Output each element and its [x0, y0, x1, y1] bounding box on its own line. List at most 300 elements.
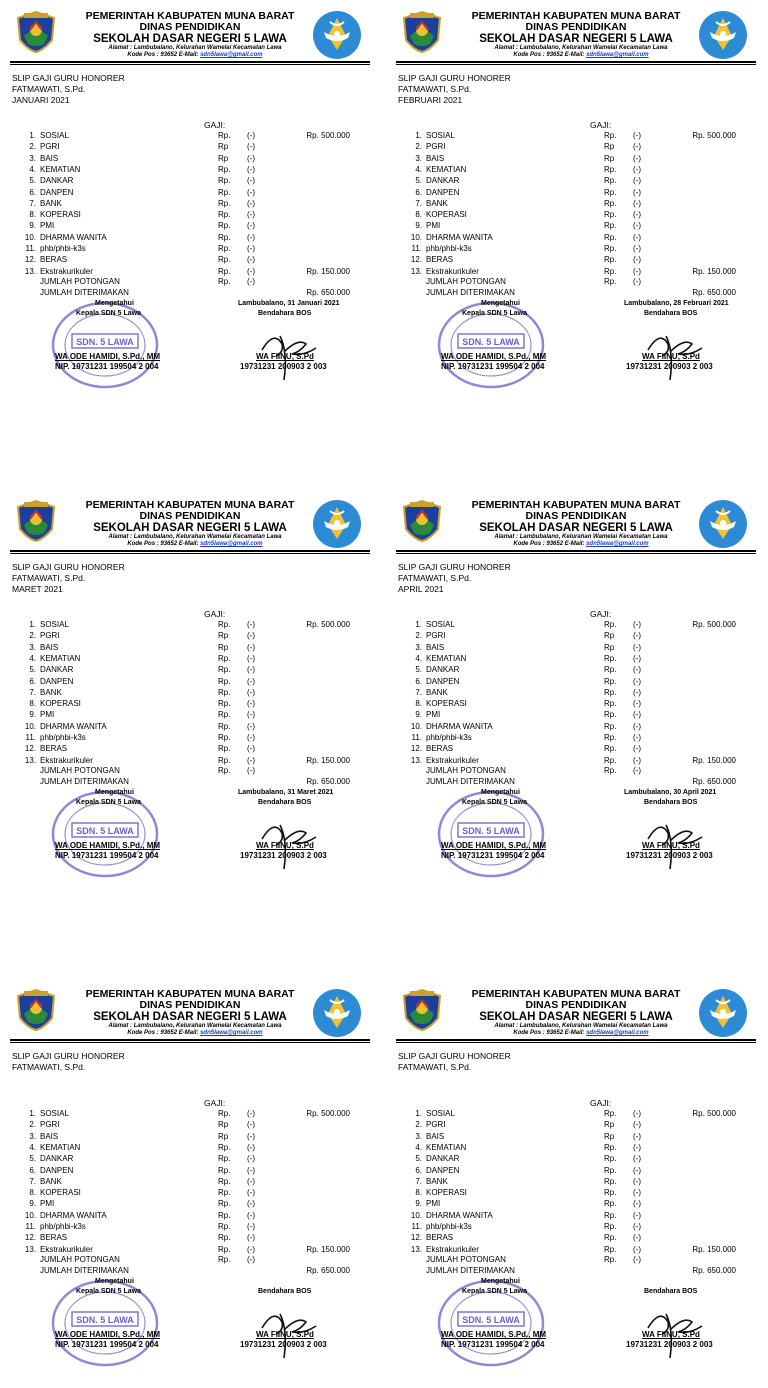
deduction-name: SOSIAL: [40, 131, 69, 140]
deduction-row: [386, 141, 756, 152]
deduction-row: [0, 755, 370, 766]
deduction-rp: Rp.: [218, 1244, 231, 1254]
deduction-rp: Rp.: [218, 244, 231, 253]
deduction-amount: Rp. 500.000: [306, 1109, 350, 1118]
treasurer-title: Bendahara BOS: [258, 1288, 312, 1295]
deduction-no: 11.: [411, 244, 422, 253]
deduction-mark: (-): [247, 620, 255, 629]
header-office: DINAS PENDIDIKAN: [139, 510, 241, 522]
deduction-no: 8.: [29, 699, 36, 709]
slip-title: SLIP GAJI GURU HONORER: [12, 1051, 125, 1061]
deduction-row: [0, 687, 370, 698]
deduction-row: [0, 630, 370, 641]
deduction-rp: Rp.: [604, 620, 617, 629]
deduction-no: 8.: [415, 210, 422, 220]
deduction-name: DANKAR: [40, 665, 74, 675]
deduction-no: 13.: [410, 1244, 422, 1254]
principal-name: WA ODE HAMIDI, S.Pd., MM: [55, 1330, 161, 1339]
deduction-mark: (-): [247, 1199, 255, 1209]
principal-name: WA ODE HAMIDI, S.Pd., MM: [441, 841, 547, 850]
principal-title: Kepala SDN 5 Lawa: [76, 1288, 141, 1295]
deduction-rp: Rp: [218, 1131, 229, 1141]
deduction-name: DHARMA WANITA: [40, 721, 107, 731]
acknowledged-label: Mengetahui: [481, 300, 520, 307]
header-rule: [396, 1039, 756, 1041]
deduction-amount: Rp. 500.000: [306, 620, 350, 629]
deduction-row: [0, 698, 370, 709]
stamp-text: SDN. 5 LAWA: [76, 1315, 134, 1325]
deduction-mark: (-): [633, 1154, 641, 1164]
deduction-mark: (-): [633, 187, 641, 197]
deduction-mark: (-): [247, 733, 255, 742]
teacher-name: FATMAWATI, S.Pd.: [398, 1062, 472, 1072]
deduction-mark: (-): [247, 1142, 255, 1152]
deduction-row: [0, 743, 370, 754]
treasurer-name: WA FIINU, S.Pd: [256, 1330, 314, 1339]
deduction-rp: Rp.: [604, 687, 617, 697]
deduction-name: DANPEN: [426, 1165, 460, 1175]
deduction-row: [0, 153, 370, 164]
slip-info: [398, 562, 511, 595]
salary-slip-5: [0, 978, 370, 1388]
deduction-name: PMI: [40, 1199, 55, 1209]
deduction-row: [386, 732, 756, 743]
deduction-rp: Rp.: [604, 1244, 617, 1254]
deduction-name: Ekstrakurikuler: [40, 1244, 93, 1254]
deduction-mark: (-): [247, 1233, 255, 1243]
principal-name: WA ODE HAMIDI, S.Pd., MM: [441, 1330, 547, 1339]
deduction-no: 6.: [29, 676, 36, 686]
deduction-name: KEMATIAN: [40, 164, 81, 174]
total-received-label: JUMLAH DITERIMAKAN: [426, 288, 515, 297]
principal-title: Kepala SDN 5 Lawa: [462, 310, 527, 317]
deduction-no: 5.: [29, 1154, 36, 1164]
deduction-name: KOPERASI: [40, 1188, 81, 1198]
deduction-name: DANKAR: [426, 1154, 460, 1164]
header-address: Alamat : Lambubalano, Kelurahan Wamelai Kecamatan Lawa Kode Pos : 93652 E-Mail: sdn5lawa@gmail.com: [494, 1023, 668, 1036]
principal-title: Kepala SDN 5 Lawa: [76, 799, 141, 806]
deduction-mark: (-): [247, 631, 255, 641]
deduction-row: [386, 743, 756, 754]
deduction-name: SOSIAL: [426, 131, 455, 140]
deduction-name: Ekstrakurikuler: [426, 755, 479, 765]
deduction-row: [0, 1131, 370, 1142]
email-link[interactable]: sdn5lawa@gmail.com: [586, 1030, 649, 1036]
sign-date: Lambubalano, 28 Februari 2021: [624, 300, 729, 307]
deduction-row: [0, 1210, 370, 1221]
total-received-amount: Rp. 650.000: [692, 288, 736, 297]
deduction-name: KOPERASI: [426, 210, 467, 220]
sign-date: Lambubalano, 30 April 2021: [624, 789, 717, 796]
deduction-mark: (-): [633, 1176, 641, 1186]
total-deduction-label: JUMLAH POTONGAN: [426, 766, 506, 775]
deduction-mark: (-): [247, 710, 255, 720]
header-government: PEMERINTAH KABUPATEN MUNA BARAT: [85, 499, 295, 511]
treasurer-title: Bendahara BOS: [644, 1288, 698, 1295]
deduction-row: [386, 1153, 756, 1164]
principal-title: Kepala SDN 5 Lawa: [462, 799, 527, 806]
header-address: Alamat : Lambubalano, Kelurahan Wamelai Kecamatan Lawa Kode Pos : 93652 E-Mail: sdn5lawa@gmail.com: [108, 45, 282, 58]
deduction-name: BAIS: [426, 642, 445, 652]
deduction-name: BAIS: [40, 642, 59, 652]
principal-nip: NIP. 19731231 199504 2 004: [55, 362, 159, 371]
deduction-rp: Rp.: [218, 1188, 231, 1198]
total-deduction-mark: (-): [633, 1255, 641, 1264]
tut-wuri-handayani-logo-icon: [698, 499, 748, 549]
deduction-name: DHARMA WANITA: [40, 232, 107, 242]
deduction-rp: Rp.: [604, 1109, 617, 1118]
deduction-no: 6.: [29, 187, 36, 197]
deduction-mark: (-): [247, 1109, 255, 1118]
deduction-row: [0, 209, 370, 220]
deduction-no: 2.: [29, 142, 36, 152]
deduction-mark: (-): [633, 1142, 641, 1152]
total-deduction-mark: (-): [247, 277, 255, 286]
header-office: DINAS PENDIDIKAN: [525, 510, 627, 522]
deduction-name: PMI: [426, 710, 441, 720]
deduction-row: [386, 153, 756, 164]
deduction-mark: (-): [247, 699, 255, 709]
slip-title: SLIP GAJI GURU HONORER: [398, 562, 511, 572]
deduction-name: SOSIAL: [426, 1109, 455, 1118]
deduction-row: [386, 1232, 756, 1243]
deduction-rp: Rp.: [218, 131, 231, 140]
deduction-row: [386, 1210, 756, 1221]
letterhead: [386, 0, 756, 58]
deduction-row: [0, 175, 370, 186]
deduction-amount: Rp. 500.000: [692, 131, 736, 140]
deduction-rp: Rp.: [604, 1176, 617, 1186]
deduction-mark: (-): [633, 1244, 641, 1254]
teacher-name: FATMAWATI, S.Pd.: [12, 573, 86, 583]
muna-barat-logo-icon: [400, 988, 444, 1032]
deduction-no: 8.: [415, 1188, 422, 1198]
gaji-label: GAJI:: [204, 1098, 226, 1108]
deduction-no: 7.: [29, 1176, 36, 1186]
deduction-no: 13.: [410, 266, 422, 276]
deduction-no: 10.: [410, 1210, 422, 1220]
slip-info: [12, 73, 125, 106]
tut-wuri-handayani-logo-icon: [312, 499, 362, 549]
deduction-name: PGRI: [40, 142, 60, 152]
total-deduction-rp: Rp.: [218, 766, 231, 775]
deduction-rp: Rp.: [218, 653, 231, 663]
deduction-mark: (-): [633, 210, 641, 220]
deduction-no: 11.: [25, 733, 36, 742]
deduction-rp: Rp: [218, 153, 229, 163]
deduction-name: DHARMA WANITA: [426, 232, 493, 242]
slip-title: SLIP GAJI GURU HONORER: [398, 1051, 511, 1061]
deduction-rp: Rp.: [604, 653, 617, 663]
deduction-name: Ekstrakurikuler: [426, 266, 479, 276]
letterhead: [0, 0, 370, 58]
deduction-name: PMI: [426, 221, 441, 231]
deduction-name: DANPEN: [426, 187, 460, 197]
deduction-name: DANPEN: [426, 676, 460, 686]
total-received-label: JUMLAH DITERIMAKAN: [426, 1266, 515, 1275]
deduction-name: phb/phbi-k3s: [426, 733, 472, 742]
total-deduction-rp: Rp.: [218, 1255, 231, 1264]
gaji-label: GAJI:: [590, 1098, 612, 1108]
slip-month: APRIL 2021: [398, 584, 444, 594]
deduction-no: 8.: [29, 1188, 36, 1198]
muna-barat-logo-icon: [14, 499, 58, 543]
deduction-name: PMI: [40, 710, 55, 720]
deduction-rp: Rp.: [604, 266, 617, 276]
header-rule: [10, 550, 370, 552]
treasurer-nip: 19731231 200903 2 003: [240, 851, 327, 860]
header-address: Alamat : Lambubalano, Kelurahan Wamelai Kecamatan Lawa Kode Pos : 93652 E-Mail: sdn5lawa@gmail.com: [108, 1023, 282, 1036]
deduction-row: [0, 1142, 370, 1153]
deduction-row: [0, 1153, 370, 1164]
deduction-row: [386, 209, 756, 220]
deduction-rp: Rp.: [604, 721, 617, 731]
deduction-no: 10.: [24, 721, 36, 731]
deduction-row: [386, 687, 756, 698]
deduction-no: 12.: [410, 744, 422, 754]
deduction-no: 11.: [25, 1222, 36, 1231]
deduction-name: SOSIAL: [40, 1109, 69, 1118]
deduction-rp: Rp.: [218, 1165, 231, 1175]
slip-month: MARET 2021: [12, 584, 63, 594]
deduction-row: [0, 141, 370, 152]
deduction-no: 10.: [410, 232, 422, 242]
deduction-no: 13.: [24, 266, 36, 276]
deduction-row: [386, 1198, 756, 1209]
principal-nip: NIP. 19731231 199504 2 004: [55, 851, 159, 860]
deduction-no: 3.: [29, 642, 36, 652]
deduction-no: 13.: [24, 755, 36, 765]
deduction-rp: Rp.: [218, 266, 231, 276]
deduction-rp: Rp.: [218, 1199, 231, 1209]
deduction-amount: Rp. 500.000: [306, 131, 350, 140]
deduction-amount: Rp. 500.000: [692, 620, 736, 629]
deduction-no: 7.: [415, 687, 422, 697]
deduction-row: [386, 664, 756, 675]
deduction-name: BERAS: [40, 255, 68, 265]
stamp-text: SDN. 5 LAWA: [462, 337, 520, 347]
treasurer-name: WA FIINU, S.Pd: [642, 841, 700, 850]
deduction-mark: (-): [247, 187, 255, 197]
email-link[interactable]: sdn5lawa@gmail.com: [586, 541, 649, 547]
deduction-no: 5.: [29, 176, 36, 186]
deduction-name: PGRI: [40, 1120, 60, 1130]
header-school: SEKOLAH DASAR NEGERI 5 LAWA: [479, 522, 673, 534]
deduction-row: [386, 721, 756, 732]
deduction-name: BERAS: [426, 1233, 454, 1243]
deduction-no: 5.: [415, 1154, 422, 1164]
deduction-no: 1.: [415, 620, 422, 629]
principal-name: WA ODE HAMIDI, S.Pd., MM: [55, 352, 161, 361]
deduction-no: 1.: [29, 131, 36, 140]
deduction-amount: Rp. 150.000: [306, 266, 350, 276]
deduction-mark: (-): [247, 1244, 255, 1254]
deduction-row: [386, 130, 756, 141]
deduction-mark: (-): [633, 1131, 641, 1141]
deduction-no: 2.: [415, 631, 422, 641]
deduction-mark: (-): [633, 255, 641, 265]
total-deduction-mark: (-): [247, 766, 255, 775]
deduction-name: BAIS: [40, 153, 59, 163]
header-rule-thin: [10, 553, 370, 554]
deduction-mark: (-): [633, 1165, 641, 1175]
deduction-no: 7.: [415, 1176, 422, 1186]
deduction-mark: (-): [247, 1120, 255, 1130]
total-deduction-label: JUMLAH POTONGAN: [40, 277, 120, 286]
deduction-no: 3.: [415, 153, 422, 163]
deduction-amount: Rp. 150.000: [692, 755, 736, 765]
deduction-rp: Rp: [604, 631, 615, 641]
principal-name: WA ODE HAMIDI, S.Pd., MM: [55, 841, 161, 850]
deduction-rp: Rp.: [604, 699, 617, 709]
deduction-amount: Rp. 150.000: [306, 1244, 350, 1254]
deduction-mark: (-): [247, 176, 255, 186]
stamp-text: SDN. 5 LAWA: [76, 826, 134, 836]
deduction-rp: Rp.: [218, 164, 231, 174]
deduction-name: KOPERASI: [40, 210, 81, 220]
deduction-mark: (-): [633, 1222, 641, 1231]
deduction-mark: (-): [633, 244, 641, 253]
deduction-row: [386, 755, 756, 766]
deduction-no: 12.: [24, 744, 36, 754]
deduction-row: [386, 220, 756, 231]
deduction-mark: (-): [247, 1188, 255, 1198]
salary-slip-2: [386, 0, 756, 410]
deduction-mark: (-): [247, 164, 255, 174]
deduction-mark: (-): [633, 687, 641, 697]
email-link[interactable]: sdn5lawa@gmail.com: [586, 52, 649, 58]
total-received-label: JUMLAH DITERIMAKAN: [40, 1266, 129, 1275]
deduction-rp: Rp.: [604, 244, 617, 253]
slip-month: JANUARI 2021: [12, 95, 70, 105]
deduction-rp: Rp.: [218, 176, 231, 186]
slip-title: SLIP GAJI GURU HONORER: [398, 73, 511, 83]
deduction-mark: (-): [247, 266, 255, 276]
deduction-no: 7.: [415, 198, 422, 208]
deduction-row: [0, 130, 370, 141]
salary-slip-6: [386, 978, 756, 1388]
header-office: DINAS PENDIDIKAN: [139, 999, 241, 1011]
deduction-row: [386, 1142, 756, 1153]
deduction-no: 7.: [29, 198, 36, 208]
total-deduction-label: JUMLAH POTONGAN: [426, 277, 506, 286]
deduction-mark: (-): [633, 266, 641, 276]
deduction-name: KOPERASI: [40, 699, 81, 709]
deduction-name: BAIS: [426, 1131, 445, 1141]
header-rule: [396, 550, 756, 552]
acknowledged-label: Mengetahui: [481, 789, 520, 796]
deduction-name: BANK: [426, 1176, 448, 1186]
deduction-no: 6.: [415, 676, 422, 686]
total-deduction-rp: Rp.: [604, 766, 617, 775]
muna-barat-logo-icon: [14, 10, 58, 54]
deduction-rp: Rp: [604, 1120, 615, 1130]
deduction-no: 13.: [410, 755, 422, 765]
deduction-mark: (-): [247, 221, 255, 231]
deduction-row: [0, 1244, 370, 1255]
deduction-mark: (-): [633, 176, 641, 186]
deduction-no: 11.: [411, 1222, 422, 1231]
deduction-row: [0, 198, 370, 209]
deduction-mark: (-): [247, 131, 255, 140]
deduction-name: phb/phbi-k3s: [426, 244, 472, 253]
deduction-row: [386, 1108, 756, 1119]
deduction-row: [386, 198, 756, 209]
header-government: PEMERINTAH KABUPATEN MUNA BARAT: [471, 499, 681, 511]
deduction-mark: (-): [247, 687, 255, 697]
deduction-rp: Rp.: [604, 1199, 617, 1209]
deduction-rp: Rp.: [218, 1222, 231, 1231]
deduction-rp: Rp.: [218, 1154, 231, 1164]
deduction-name: SOSIAL: [40, 620, 69, 629]
stamp-text: SDN. 5 LAWA: [462, 1315, 520, 1325]
deduction-name: DANPEN: [40, 187, 74, 197]
deduction-mark: (-): [633, 1199, 641, 1209]
deduction-name: BAIS: [40, 1131, 59, 1141]
deduction-mark: (-): [247, 1222, 255, 1231]
deduction-no: 9.: [415, 221, 422, 231]
deduction-row: [386, 642, 756, 653]
deduction-name: Ekstrakurikuler: [40, 266, 93, 276]
deduction-row: [0, 676, 370, 687]
stamp-text: SDN. 5 LAWA: [462, 826, 520, 836]
deduction-name: DANKAR: [40, 1154, 74, 1164]
header-address: Alamat : Lambubalano, Kelurahan Wamelai Kecamatan Lawa Kode Pos : 93652 E-Mail: sdn5lawa@gmail.com: [108, 534, 282, 547]
total-deduction-mark: (-): [247, 1255, 255, 1264]
deduction-row: [0, 732, 370, 743]
deduction-row: [0, 653, 370, 664]
deduction-no: 9.: [29, 221, 36, 231]
deduction-mark: (-): [247, 1131, 255, 1141]
email-link[interactable]: sdn5lawa@gmail.com: [200, 541, 263, 547]
deduction-no: 8.: [415, 699, 422, 709]
deduction-row: [386, 266, 756, 277]
deduction-mark: (-): [247, 153, 255, 163]
total-received-amount: Rp. 650.000: [306, 777, 350, 786]
deduction-no: 9.: [415, 710, 422, 720]
email-link[interactable]: sdn5lawa@gmail.com: [200, 52, 263, 58]
deduction-row: [0, 164, 370, 175]
deduction-mark: (-): [633, 1233, 641, 1243]
email-link[interactable]: sdn5lawa@gmail.com: [200, 1030, 263, 1036]
deduction-name: DANKAR: [426, 665, 460, 675]
deduction-row: [0, 243, 370, 254]
header-school: SEKOLAH DASAR NEGERI 5 LAWA: [93, 1011, 287, 1023]
total-received-label: JUMLAH DITERIMAKAN: [426, 777, 515, 786]
deduction-row: [386, 676, 756, 687]
deduction-row: [386, 187, 756, 198]
treasurer-title: Bendahara BOS: [258, 310, 312, 317]
deduction-name: PGRI: [426, 1120, 446, 1130]
deduction-name: DHARMA WANITA: [426, 721, 493, 731]
deduction-rp: Rp.: [604, 1210, 617, 1220]
deduction-name: BANK: [426, 687, 448, 697]
salary-slip-4: [386, 489, 756, 899]
deduction-mark: (-): [633, 221, 641, 231]
deduction-rp: Rp.: [604, 710, 617, 720]
muna-barat-logo-icon: [400, 10, 444, 54]
header-rule-thin: [396, 1042, 756, 1043]
acknowledged-label: Mengetahui: [95, 1278, 134, 1285]
deduction-name: BANK: [40, 687, 62, 697]
deduction-mark: (-): [247, 721, 255, 731]
deduction-row: [386, 1221, 756, 1232]
deduction-rp: Rp: [218, 642, 229, 652]
header-government: PEMERINTAH KABUPATEN MUNA BARAT: [471, 988, 681, 1000]
deduction-name: PGRI: [40, 631, 60, 641]
header-rule-thin: [10, 64, 370, 65]
header-office: DINAS PENDIDIKAN: [139, 21, 241, 33]
